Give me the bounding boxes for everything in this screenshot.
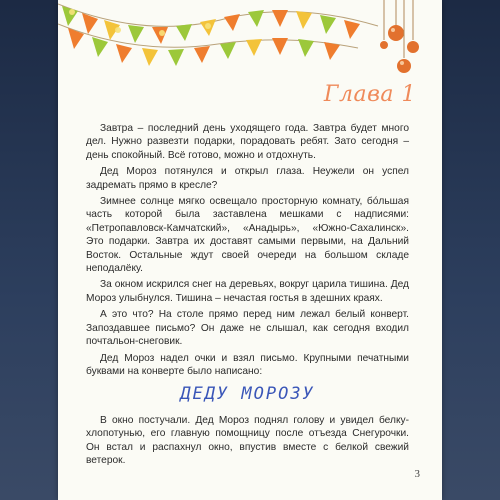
envelope-inscription: ДЕДУ МОРОЗУ	[180, 384, 315, 405]
paragraph: Дед Мороз надел очки и взял письмо. Крупными печатными буквами на конверте было написано:	[86, 352, 409, 377]
bunting-garland-illustration	[58, 0, 442, 90]
paragraph: В окно постучали. Дед Мороз поднял голову и увидел белку-хлопотунью, его главную помощницу после отъезда Снегурочки. Он встал и распахнул окно, впустив вместе с белкой свежий ветерок.	[86, 414, 409, 466]
story-text	[86, 122, 409, 470]
book-page	[58, 0, 442, 500]
paragraph: Завтра – последний день уходящего года. Завтра будет много дел. Нужно развезти подарки, порадовать ребят. Зато сегодня – день спокойный. Всё готово, можно и отдохнуть.	[86, 123, 409, 161]
page-number: 3	[414, 468, 420, 480]
paragraph: А это что? На столе прямо перед ним лежал белый конверт. Запоздавшее письмо? Он даже не слышал, как сегодня входил почтальон-снеговик.	[86, 309, 409, 348]
background-right	[442, 0, 500, 500]
background-left	[0, 0, 58, 500]
chapter-title: Глава 1	[323, 82, 416, 107]
paragraph: Зимнее солнце мягко освещало просторную комнату, бóльшая часть которой была заставлена мешками с надписями: «Петропавловск-Камчатский», «Анадырь», «Южно-Сахалинск». Это подарки. Завтра их доставят самыми первыми, на Дальний Восток. Остальные ждут своей очереди на большом складе неподалёку.	[86, 196, 409, 275]
paragraph: За окном искрился снег на деревьях, вокруг царила тишина. Дед Мороз улыбнулся. Тишина – нечастая гостья в здешних краях.	[86, 279, 409, 304]
paragraph: Дед Мороз потянулся и открыл глаза. Неужели он успел задремать прямо в кресле?	[86, 166, 409, 191]
